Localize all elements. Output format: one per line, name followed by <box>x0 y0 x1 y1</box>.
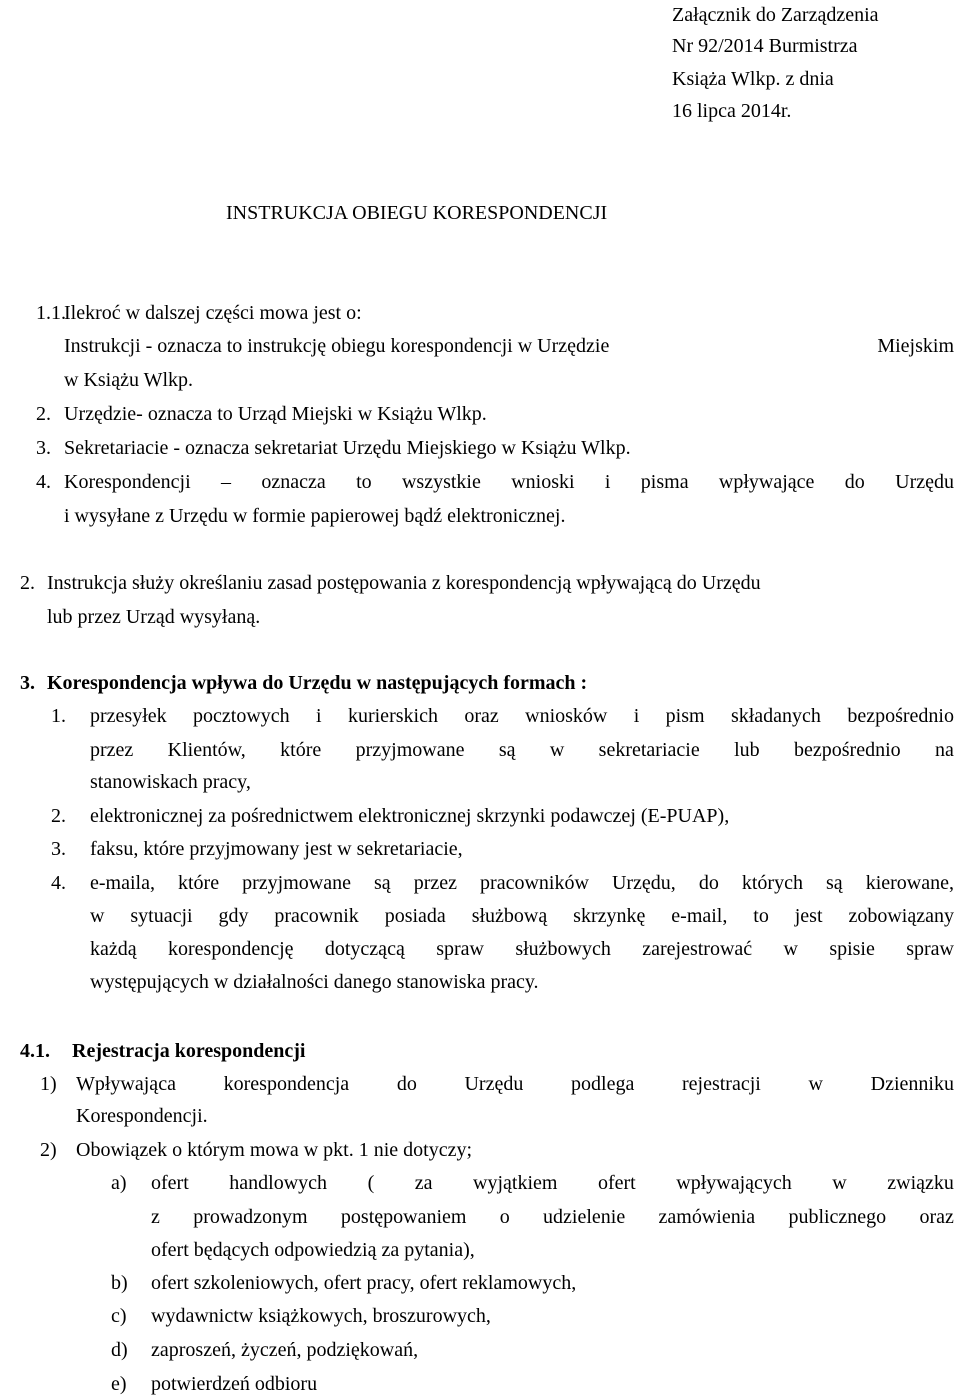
word: są <box>374 872 391 894</box>
word: pism <box>665 705 705 727</box>
sec1-line-2b: Miejskim <box>877 335 954 357</box>
word: Korespondencji <box>64 471 191 493</box>
word: są <box>498 739 516 761</box>
sec1-line-3: w Książu Wlkp. <box>64 369 194 391</box>
sec41-sub-letter: b) <box>111 1272 128 1294</box>
document-title: INSTRUKCJA OBIEGU KORESPONDENCJI <box>226 202 608 224</box>
word: do <box>396 1073 417 1095</box>
word: przyjmowane <box>242 872 351 894</box>
word: spisie <box>829 938 875 960</box>
sec3-item-number: 1. <box>51 705 66 727</box>
word: sytuacji <box>130 905 193 927</box>
word: wniosków <box>525 705 608 727</box>
sec41-p1-number: 1) <box>40 1073 57 1095</box>
word: wpływających <box>676 1172 792 1194</box>
word: gdy <box>218 905 249 927</box>
word: e-mail, <box>671 905 728 927</box>
header-line-4: 16 lipca 2014r. <box>672 100 792 122</box>
word: przesyłek <box>90 705 167 727</box>
header-line-2: Nr 92/2014 Burmistrza <box>672 35 858 57</box>
word: z <box>151 1206 160 1228</box>
sec1-item2: Urzędzie- oznacza to Urząd Miejski w Książu Wlkp. <box>64 403 487 425</box>
word: i <box>633 705 640 727</box>
word: których <box>741 872 803 894</box>
sec2-number: 2. <box>20 572 35 594</box>
word: korespondencja <box>223 1073 350 1095</box>
word: które <box>280 739 322 761</box>
word: handlowych <box>229 1172 328 1194</box>
word: wszystkie <box>401 471 481 493</box>
word: oraz <box>919 1206 954 1228</box>
word: posiada <box>384 905 446 927</box>
sec1-item2-number: 2. <box>36 403 51 425</box>
sec3-item-line: faksu, które przyjmowany jest w sekretariacie, <box>90 838 463 860</box>
word: do <box>844 471 865 493</box>
header-line-1: Załącznik do Zarządzenia <box>672 4 879 26</box>
word: publicznego <box>788 1206 887 1228</box>
word: kierowane, <box>865 872 954 894</box>
word: zobowiązany <box>848 905 954 927</box>
sec2-line-1: Instrukcja służy określaniu zasad postępowania z korespondencją wpływającą do Urzędu <box>47 572 761 594</box>
word: i <box>604 471 611 493</box>
word: przez <box>413 872 458 894</box>
sec1-item3-number: 3. <box>36 437 51 459</box>
sec1-line-1: Ilekroć w dalszej części mowa jest o: <box>64 302 362 324</box>
sec41-number: 4.1. <box>20 1040 50 1062</box>
word: w <box>549 739 565 761</box>
word: w <box>832 1172 847 1194</box>
sec41-sub-line: zaproszeń, życzeń, podziękowań, <box>151 1339 419 1361</box>
word: ( <box>367 1172 375 1194</box>
word: sekretariacie <box>598 739 700 761</box>
word: podlega <box>571 1073 635 1095</box>
word: składanych <box>730 705 821 727</box>
word: są <box>825 872 843 894</box>
word: oznacza <box>261 471 326 493</box>
word: i <box>316 705 322 727</box>
word: związku <box>887 1172 954 1194</box>
sec2-line-2: lub przez Urząd wysyłaną. <box>47 606 261 628</box>
word: Wpływająca <box>76 1073 176 1095</box>
sec41-p2-number: 2) <box>40 1139 57 1161</box>
word: w <box>90 905 105 927</box>
word: przez <box>90 739 134 761</box>
sec41-sub-line: potwierdzeń odbioru <box>151 1373 318 1395</box>
word: pracowników <box>480 872 589 894</box>
sec3-heading: Korespondencja wpływa do Urzędu w następujących formach : <box>47 672 588 694</box>
word: Urzędu <box>464 1073 524 1095</box>
sec1-item4-line-2: i wysyłane z Urzędu w formie papierowej bądź elektronicznej. <box>64 505 566 527</box>
sec3-item-line <box>90 704 954 728</box>
sec41-p1-line-1 <box>76 1072 954 1096</box>
word: zamówienia <box>658 1206 756 1228</box>
sec41-sub-line: ofert będących odpowiedzią za pytania), <box>151 1239 475 1261</box>
sec3-item-line: stanowiskach pracy, <box>90 771 251 793</box>
word: ofert <box>151 1172 189 1194</box>
word: na <box>935 739 954 761</box>
word: lub <box>734 739 760 761</box>
word: udzielenie <box>543 1206 626 1228</box>
sec1-item4-number: 4. <box>36 471 51 493</box>
sec3-item-line <box>90 937 954 961</box>
word: dotyczącą <box>324 938 405 960</box>
word: to <box>753 905 769 927</box>
word: pisma <box>640 471 689 493</box>
sec41-sub-letter: a) <box>111 1172 127 1194</box>
word: ofert <box>597 1172 636 1194</box>
word: w <box>783 938 798 960</box>
sec3-item-line <box>90 738 954 762</box>
word: Urzędu <box>895 471 954 493</box>
sec41-p2: Obowiązek o którym mowa w pkt. 1 nie dotyczy; <box>76 1139 473 1161</box>
word: kurierskich <box>347 705 438 727</box>
sec3-item-line <box>90 904 954 928</box>
sec3-item-line <box>90 871 954 895</box>
word: postępowaniem <box>340 1206 467 1228</box>
sec41-sub-line: wydawnictw książkowych, broszurowych, <box>151 1305 491 1327</box>
sec41-sub-line <box>151 1171 954 1195</box>
word: za <box>414 1172 433 1194</box>
word: służbowych <box>515 938 611 960</box>
sec1-number: 1.1. <box>36 302 66 324</box>
word: spraw <box>436 938 484 960</box>
word: Dzienniku <box>870 1073 954 1095</box>
sec3-number: 3. <box>20 672 35 694</box>
word: bezpośrednio <box>794 739 901 761</box>
word: wpływające <box>718 471 815 493</box>
word: Urzędu, <box>611 872 676 894</box>
sec41-sub-letter: d) <box>111 1339 128 1361</box>
word: zarejestrować <box>642 938 753 960</box>
word: oraz <box>464 705 499 727</box>
sec1-line-2 <box>64 334 954 358</box>
word: spraw <box>906 938 954 960</box>
sec1-item4-line-1 <box>64 470 954 494</box>
header-line-3: Książa Wlkp. z dnia <box>672 68 834 90</box>
sec41-p1-line-2: Korespondencji. <box>76 1105 208 1127</box>
word: rejestracji <box>682 1073 761 1095</box>
word: skrzynkę <box>573 905 646 927</box>
word: jest <box>794 905 823 927</box>
sec3-item-number: 3. <box>51 838 66 860</box>
sec41-sub-line: ofert szkoleniowych, ofert pracy, ofert reklamowych, <box>151 1272 577 1294</box>
word: do <box>698 872 719 894</box>
word: które <box>178 872 220 894</box>
sec3-item-number: 4. <box>51 872 66 894</box>
word: Klientów, <box>167 739 246 761</box>
word: to <box>356 471 372 493</box>
word: pocztowych <box>193 705 290 727</box>
sec3-item-number: 2. <box>51 805 66 827</box>
word: przyjmowane <box>355 739 465 761</box>
word: prowadzonym <box>193 1206 308 1228</box>
word: służbową <box>471 905 548 927</box>
word: o <box>499 1206 510 1228</box>
word: wyjątkiem <box>473 1172 558 1194</box>
word: bezpośrednio <box>847 705 954 727</box>
word: – <box>220 471 231 493</box>
sec41-sub-letter: e) <box>111 1373 127 1395</box>
sec1-item3: Sekretariacie - oznacza sekretariat Urzędu Miejskiego w Książu Wlkp. <box>64 437 631 459</box>
word: pracownik <box>274 905 359 927</box>
sec1-line-2a: Instrukcji - oznacza to instrukcję obiegu korespondencji w Urzędzie <box>64 335 610 357</box>
word: w <box>808 1073 823 1095</box>
sec3-item-line: elektronicznej za pośrednictwem elektronicznej skrzynki podawczej (E-PUAP), <box>90 805 730 827</box>
sec3-item-line: występujących w działalności danego stanowiska pracy. <box>90 971 539 993</box>
sec41-sub-letter: c) <box>111 1305 127 1327</box>
word: e-maila, <box>90 872 155 894</box>
word: wnioski <box>511 471 575 493</box>
sec41-sub-line <box>151 1205 954 1229</box>
word: korespondencję <box>168 938 294 960</box>
word: każdą <box>90 938 137 960</box>
sec41-heading: Rejestracja korespondencji <box>72 1040 306 1062</box>
